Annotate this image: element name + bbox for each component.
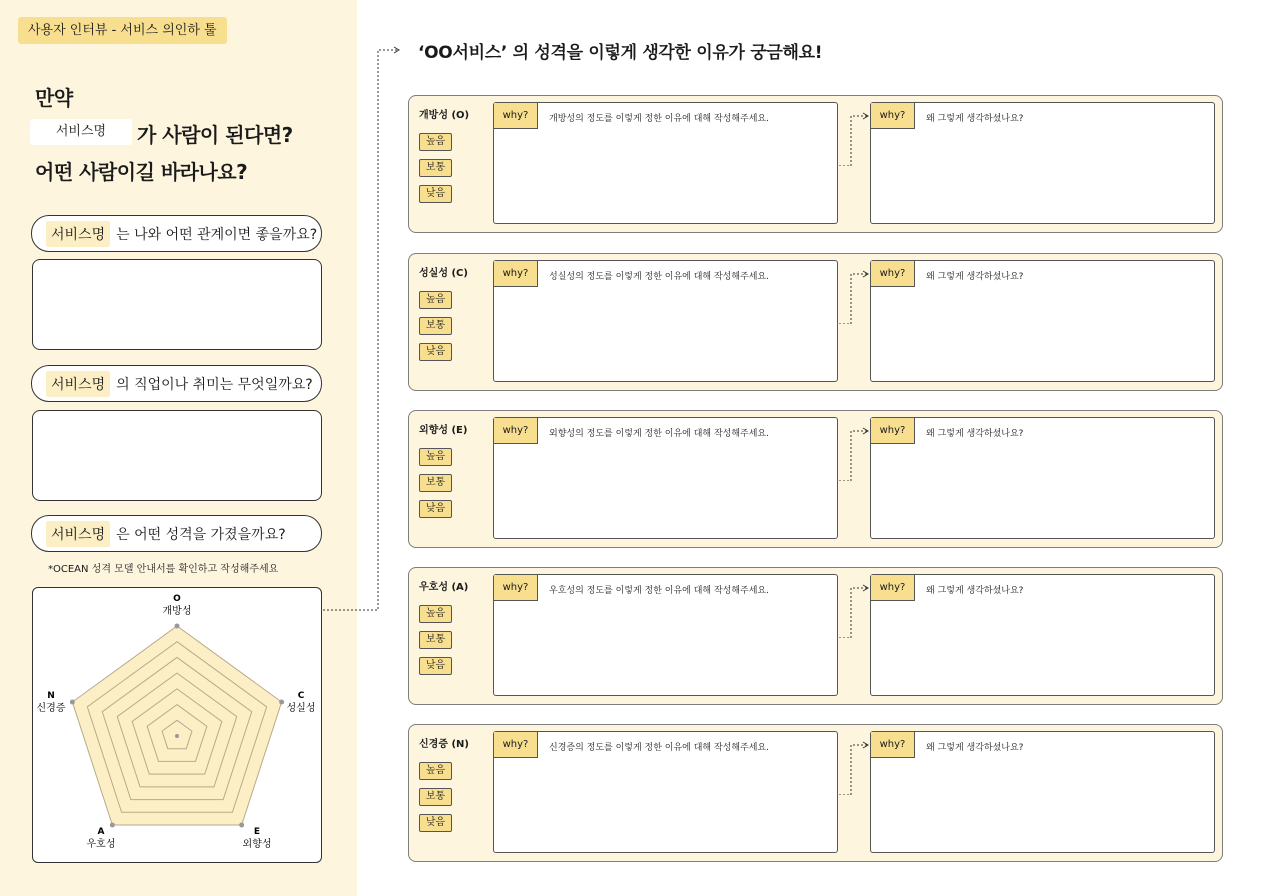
radar-vertex	[175, 624, 180, 629]
reason-input[interactable]	[493, 102, 838, 224]
ocean-radar-chart[interactable]	[32, 587, 322, 863]
reason-input[interactable]	[493, 260, 838, 382]
why-tag: why?	[871, 418, 915, 444]
level-option[interactable]: 높음	[419, 291, 452, 309]
axis-letter-c: C	[297, 691, 305, 701]
tool-tag: 사용자 인터뷰 - 서비스 의인하 툴	[18, 17, 227, 44]
service-name-highlight: 서비스명	[46, 221, 110, 247]
reason-input[interactable]	[493, 417, 838, 539]
reason-prompt: 성실성의 정도를 이렇게 정한 이유에 대해 작성해주세요.	[549, 272, 769, 282]
axis-label-o: 개방성	[162, 606, 192, 617]
level-option[interactable]: 보통	[419, 317, 452, 335]
why-tag: why?	[494, 732, 538, 758]
why-tag: why?	[494, 261, 538, 287]
followup-input[interactable]	[870, 731, 1215, 853]
axis-letter-n: N	[47, 691, 55, 701]
trait-card	[408, 567, 1223, 705]
reason-prompt: 외향성의 정도를 이렇게 정한 이유에 대해 작성해주세요.	[549, 429, 769, 439]
why-tag: why?	[871, 575, 915, 601]
trait-card	[408, 410, 1223, 548]
level-option[interactable]: 보통	[419, 631, 452, 649]
why-tag: why?	[871, 103, 915, 129]
dashed-arrow-icon	[839, 578, 871, 638]
axis-letter-e: E	[253, 827, 261, 837]
axis-label-c: 성실성	[286, 703, 316, 714]
followup-prompt: 왜 그렇게 생각하셨나요?	[926, 586, 1024, 596]
followup-prompt: 왜 그렇게 생각하셨나요?	[926, 743, 1024, 753]
followup-input[interactable]	[870, 102, 1215, 224]
level-option[interactable]: 높음	[419, 762, 452, 780]
reason-prompt: 개방성의 정도를 이렇게 정한 이유에 대해 작성해주세요.	[549, 114, 769, 124]
radar-svg	[33, 588, 323, 864]
radar-vertex	[239, 822, 244, 827]
radar-ring	[72, 626, 281, 825]
followup-prompt: 왜 그렇게 생각하셨나요?	[926, 114, 1024, 124]
followup-prompt: 왜 그렇게 생각하셨나요?	[926, 272, 1024, 282]
why-tag: why?	[871, 261, 915, 287]
level-option[interactable]: 낮음	[419, 657, 452, 675]
radar-vertex	[70, 700, 75, 705]
axis-label-e: 외향성	[242, 839, 272, 850]
level-option[interactable]: 보통	[419, 474, 452, 492]
answer-job-hobby[interactable]	[32, 410, 322, 501]
dashed-arrow-icon	[839, 735, 871, 795]
level-option[interactable]: 낮음	[419, 814, 452, 832]
trait-label: 개방성 (O)	[419, 110, 470, 121]
trait-card	[408, 253, 1223, 391]
why-tag: why?	[494, 575, 538, 601]
heading-line2: 가 사람이 된다면?	[137, 123, 293, 147]
level-option[interactable]: 높음	[419, 605, 452, 623]
reason-prompt: 우호성의 정도를 이렇게 정한 이유에 대해 작성해주세요.	[549, 586, 769, 596]
answer-relationship[interactable]	[32, 259, 322, 350]
trait-card	[408, 95, 1223, 233]
axis-letter-a: A	[97, 827, 105, 837]
level-option[interactable]: 낮음	[419, 343, 452, 361]
radar-vertex	[279, 700, 284, 705]
reason-input[interactable]	[493, 731, 838, 853]
radar-center	[175, 734, 179, 738]
heading-line1: 만약	[35, 86, 73, 110]
why-tag: why?	[871, 732, 915, 758]
axis-label-a: 우호성	[86, 839, 116, 850]
question-text: 은 어떤 성격을 가졌을까요?	[116, 526, 286, 543]
reason-prompt: 신경증의 정도를 이렇게 정한 이유에 대해 작성해주세요.	[549, 743, 769, 753]
radar-vertex	[110, 822, 115, 827]
why-tag: why?	[494, 418, 538, 444]
followup-prompt: 왜 그렇게 생각하셨나요?	[926, 429, 1024, 439]
followup-input[interactable]	[870, 574, 1215, 696]
service-name-highlight: 서비스명	[46, 371, 110, 397]
heading-line3: 어떤 사람이길 바라나요?	[35, 160, 248, 184]
trait-label: 신경증 (N)	[419, 739, 469, 750]
trait-label: 성실성 (C)	[419, 268, 468, 279]
trait-label: 우호성 (A)	[419, 582, 469, 593]
level-option[interactable]: 낮음	[419, 500, 452, 518]
service-name-field[interactable]: 서비스명	[30, 119, 132, 145]
service-name-highlight: 서비스명	[46, 521, 110, 547]
ocean-note: *OCEAN 성격 모델 안내서를 확인하고 작성해주세요	[48, 564, 279, 575]
level-option[interactable]: 보통	[419, 788, 452, 806]
level-option[interactable]: 높음	[419, 133, 452, 151]
followup-input[interactable]	[870, 417, 1215, 539]
page-title: ‘OO서비스’ 의 성격을 이렇게 생각한 이유가 궁금해요!	[418, 43, 823, 63]
followup-input[interactable]	[870, 260, 1215, 382]
trait-label: 외향성 (E)	[419, 425, 468, 436]
radar-rings	[72, 626, 281, 825]
question-personality	[31, 515, 322, 552]
why-tag: why?	[494, 103, 538, 129]
dashed-arrow-icon	[839, 106, 871, 166]
question-relationship	[31, 215, 322, 252]
level-option[interactable]: 낮음	[419, 185, 452, 203]
question-text: 는 나와 어떤 관계이면 좋을까요?	[116, 226, 318, 243]
dashed-arrow-icon	[839, 421, 871, 481]
dashed-arrow-icon	[839, 264, 871, 324]
left-panel	[0, 0, 357, 896]
level-option[interactable]: 높음	[419, 448, 452, 466]
question-text: 의 직업이나 취미는 무엇일까요?	[116, 376, 313, 393]
axis-label-n: 신경증	[36, 703, 66, 714]
trait-card	[408, 724, 1223, 862]
question-job-hobby	[31, 365, 322, 402]
axis-letter-o: O	[173, 594, 181, 604]
reason-input[interactable]	[493, 574, 838, 696]
level-option[interactable]: 보통	[419, 159, 452, 177]
